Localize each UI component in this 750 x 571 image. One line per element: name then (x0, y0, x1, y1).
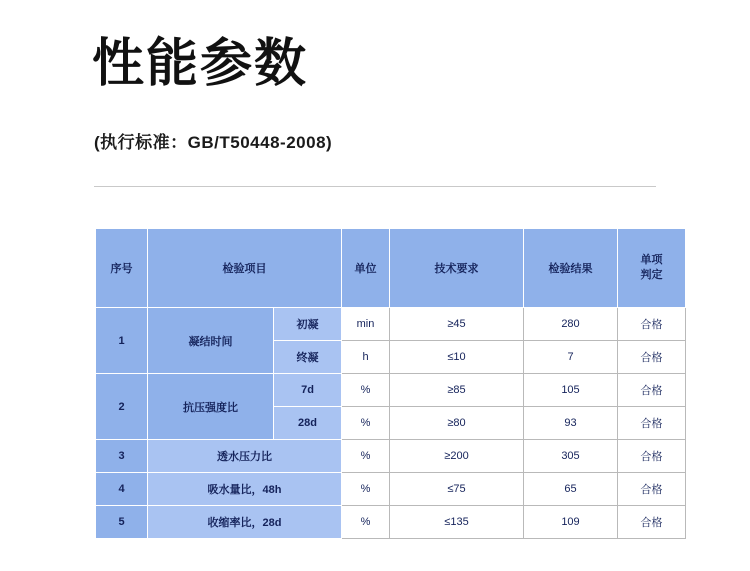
row-no: 2 (96, 374, 148, 440)
row-requirement: ≤75 (390, 473, 524, 506)
table-header-row (96, 229, 686, 308)
row-requirement: ≥80 (390, 407, 524, 440)
header-requirement: 技术要求 (390, 229, 524, 308)
row-requirement: ≤10 (390, 341, 524, 374)
row-judgement: 合格 (618, 308, 686, 341)
row-item: 收缩率比，28d (148, 506, 342, 539)
row-requirement: ≥45 (390, 308, 524, 341)
row-unit: % (342, 374, 390, 407)
row-item: 透水压力比 (148, 440, 342, 473)
row-no: 3 (96, 440, 148, 473)
row-result: 305 (524, 440, 618, 473)
header-judgement (618, 229, 686, 308)
header-result: 检验结果 (524, 229, 618, 308)
row-judgement: 合格 (618, 440, 686, 473)
row-judgement: 合格 (618, 407, 686, 440)
row-result: 105 (524, 374, 618, 407)
row-result: 65 (524, 473, 618, 506)
row-judgement: 合格 (618, 473, 686, 506)
table-row (96, 506, 686, 539)
page-subtitle: (执行标准：GB/T50448-2008) (94, 133, 333, 152)
row-unit: % (342, 506, 390, 539)
row-sub-item: 7d (274, 374, 342, 407)
row-judgement: 合格 (618, 374, 686, 407)
row-unit: % (342, 440, 390, 473)
header-unit: 单位 (342, 229, 390, 308)
table-row (96, 440, 686, 473)
horizontal-divider (94, 186, 656, 187)
table-row (96, 374, 686, 407)
row-result: 280 (524, 308, 618, 341)
page-title: 性能参数 (92, 35, 309, 93)
row-result: 109 (524, 506, 618, 539)
header-no: 序号 (96, 229, 148, 308)
row-sub-item: 28d (274, 407, 342, 440)
row-result: 7 (524, 341, 618, 374)
row-item: 凝结时间 (148, 308, 274, 374)
row-item: 抗压强度比 (148, 374, 274, 440)
header-judgement-line2: 判定 (640, 269, 663, 281)
row-result: 93 (524, 407, 618, 440)
performance-parameters-table (95, 228, 686, 539)
row-requirement: ≤135 (390, 506, 524, 539)
header-judgement-line1: 单项 (640, 254, 663, 267)
row-no: 5 (96, 506, 148, 539)
row-requirement: ≥85 (390, 374, 524, 407)
row-unit: h (342, 341, 390, 374)
row-no: 4 (96, 473, 148, 506)
row-judgement: 合格 (618, 341, 686, 374)
row-no: 1 (96, 308, 148, 374)
row-unit: % (342, 473, 390, 506)
header-item: 检验项目 (148, 229, 342, 308)
row-item: 吸水量比，48h (148, 473, 342, 506)
row-unit: % (342, 407, 390, 440)
row-sub-item: 终凝 (274, 341, 342, 374)
row-unit: min (342, 308, 390, 341)
table-row (96, 473, 686, 506)
row-judgement: 合格 (618, 506, 686, 539)
row-requirement: ≥200 (390, 440, 524, 473)
row-sub-item: 初凝 (274, 308, 342, 341)
table-row (96, 308, 686, 341)
